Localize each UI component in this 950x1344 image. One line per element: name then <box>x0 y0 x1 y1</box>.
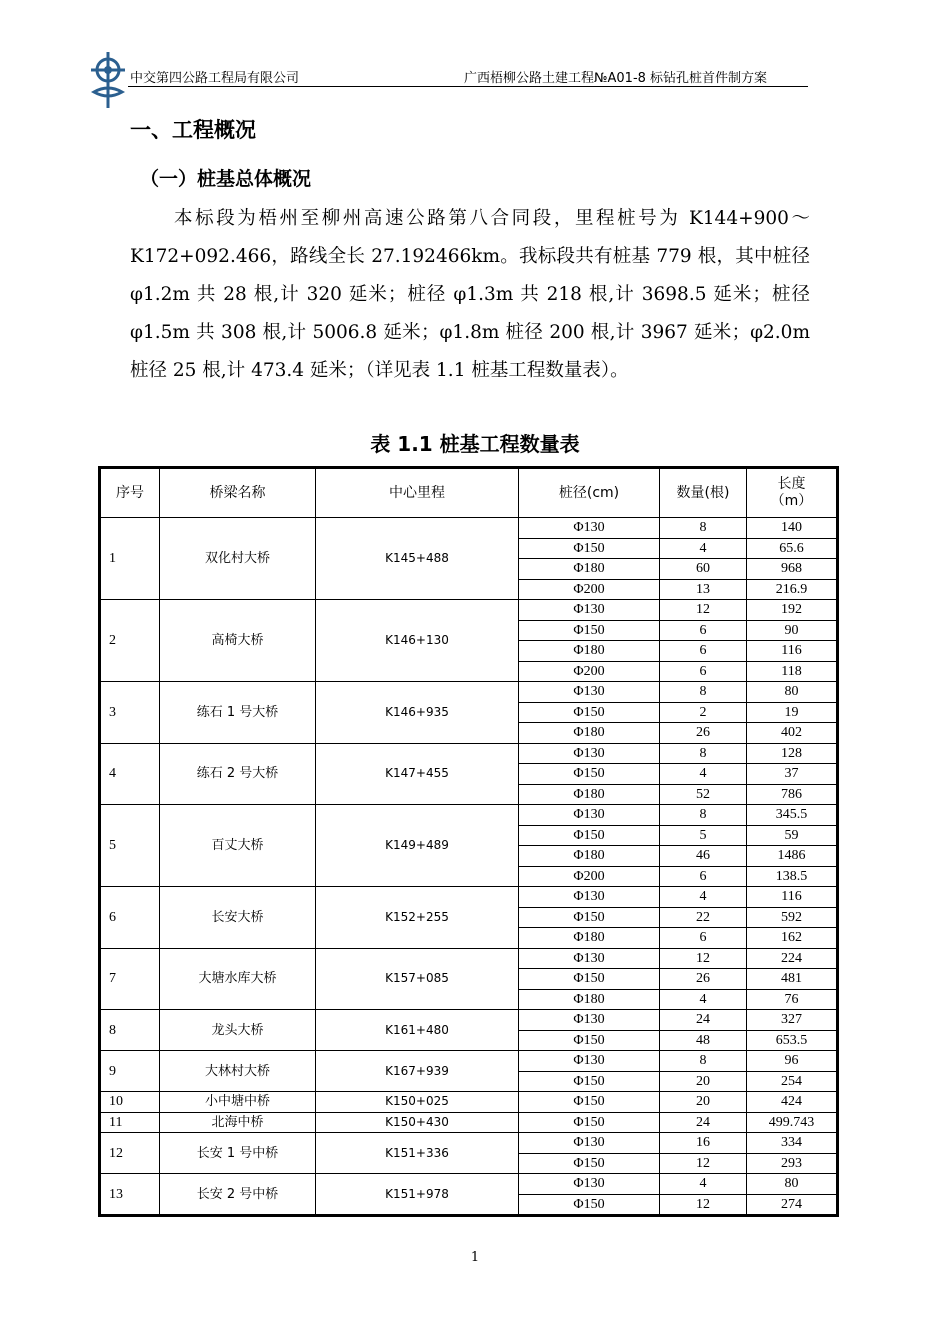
pile-count: 2 <box>660 702 747 723</box>
table-row <box>101 600 837 621</box>
pile-diameter: Φ150 <box>519 825 660 846</box>
bridge-index: 4 <box>101 743 160 805</box>
bridge-name: 高椅大桥 <box>160 600 316 682</box>
pile-diameter: Φ180 <box>519 989 660 1010</box>
pile-count: 13 <box>660 579 747 600</box>
bridge-index: 2 <box>101 600 160 682</box>
table-row <box>101 1174 837 1195</box>
page-number: 1 <box>470 1250 480 1265</box>
bridge-index: 1 <box>101 518 160 600</box>
pile-count: 8 <box>660 743 747 764</box>
bridge-index: 3 <box>101 682 160 744</box>
pile-count: 26 <box>660 723 747 744</box>
pile-diameter: Φ150 <box>519 1092 660 1113</box>
pile-length: 327 <box>747 1010 837 1031</box>
bridge-mileage: K146+935 <box>316 682 519 744</box>
project-title: 广西梧柳公路土建工程№A01-8 标钻孔桩首件制方案 <box>464 71 768 86</box>
bridge-mileage: K151+978 <box>316 1174 519 1215</box>
bridge-index: 13 <box>101 1174 160 1215</box>
pile-count: 24 <box>660 1010 747 1031</box>
pile-diameter: Φ130 <box>519 518 660 539</box>
bridge-name: 大林村大桥 <box>160 1051 316 1092</box>
pile-length: 653.5 <box>747 1030 837 1051</box>
pile-count: 12 <box>660 1194 747 1215</box>
pile-length: 345.5 <box>747 805 837 826</box>
pile-count: 5 <box>660 825 747 846</box>
pile-diameter: Φ150 <box>519 1030 660 1051</box>
bridge-index: 6 <box>101 887 160 949</box>
pile-diameter: Φ150 <box>519 907 660 928</box>
header-length-line2: （m） <box>770 493 813 509</box>
pile-length: 968 <box>747 559 837 580</box>
pile-diameter: Φ130 <box>519 948 660 969</box>
pile-length: 116 <box>747 887 837 908</box>
pile-length: 592 <box>747 907 837 928</box>
header-count: 数量(根) <box>660 469 747 518</box>
bridge-mileage: K161+480 <box>316 1010 519 1051</box>
pile-diameter: Φ200 <box>519 661 660 682</box>
table-row <box>101 887 837 908</box>
bridge-name: 龙头大桥 <box>160 1010 316 1051</box>
page-header <box>88 48 808 112</box>
pile-diameter: Φ200 <box>519 866 660 887</box>
pile-count: 8 <box>660 518 747 539</box>
pile-count: 20 <box>660 1071 747 1092</box>
pile-length: 90 <box>747 620 837 641</box>
bridge-index: 12 <box>101 1133 160 1174</box>
pile-count: 4 <box>660 764 747 785</box>
pile-length: 481 <box>747 969 837 990</box>
bridge-index: 8 <box>101 1010 160 1051</box>
bridge-mileage: K157+085 <box>316 948 519 1010</box>
pile-quantity-table-frame <box>98 466 839 1217</box>
pile-length: 118 <box>747 661 837 682</box>
pile-count: 8 <box>660 1051 747 1072</box>
bridge-mileage: K146+130 <box>316 600 519 682</box>
pile-diameter: Φ150 <box>519 969 660 990</box>
bridge-index: 7 <box>101 948 160 1010</box>
bridge-name: 练石 1 号大桥 <box>160 682 316 744</box>
bridge-name: 长安大桥 <box>160 887 316 949</box>
pile-diameter: Φ150 <box>519 1112 660 1133</box>
pile-diameter: Φ180 <box>519 641 660 662</box>
pile-count: 46 <box>660 846 747 867</box>
bridge-mileage: K152+255 <box>316 887 519 949</box>
pile-count: 8 <box>660 682 747 703</box>
pile-quantity-table <box>100 468 837 1215</box>
pile-count: 12 <box>660 1153 747 1174</box>
table-header-row <box>101 469 837 518</box>
pile-diameter: Φ130 <box>519 1051 660 1072</box>
bridge-index: 10 <box>101 1092 160 1113</box>
pile-diameter: Φ150 <box>519 702 660 723</box>
company-name: 中交第四公路工程局有限公司 <box>130 71 300 86</box>
pile-count: 12 <box>660 600 747 621</box>
bridge-mileage: K151+336 <box>316 1133 519 1174</box>
pile-length: 334 <box>747 1133 837 1154</box>
pile-diameter: Φ130 <box>519 743 660 764</box>
pile-length: 59 <box>747 825 837 846</box>
pile-count: 60 <box>660 559 747 580</box>
pile-length: 140 <box>747 518 837 539</box>
pile-length: 216.9 <box>747 579 837 600</box>
pile-count: 6 <box>660 866 747 887</box>
header-divider <box>128 86 808 87</box>
table-row <box>101 805 837 826</box>
pile-diameter: Φ130 <box>519 682 660 703</box>
pile-count: 24 <box>660 1112 747 1133</box>
table-row <box>101 1092 837 1113</box>
pile-length: 254 <box>747 1071 837 1092</box>
section-title: 一、工程概况 <box>130 118 256 142</box>
table-row <box>101 948 837 969</box>
pile-length: 424 <box>747 1092 837 1113</box>
pile-count: 8 <box>660 805 747 826</box>
body-text <box>130 200 810 390</box>
pile-length: 138.5 <box>747 866 837 887</box>
pile-length: 80 <box>747 1174 837 1195</box>
section-subtitle: （一）桩基总体概况 <box>140 168 312 190</box>
pile-diameter: Φ130 <box>519 600 660 621</box>
bridge-index: 9 <box>101 1051 160 1092</box>
bridge-index: 11 <box>101 1112 160 1133</box>
pile-diameter: Φ130 <box>519 1174 660 1195</box>
pile-length: 499.743 <box>747 1112 837 1133</box>
pile-count: 26 <box>660 969 747 990</box>
table-row <box>101 1051 837 1072</box>
bridge-mileage: K149+489 <box>316 805 519 887</box>
pile-length: 192 <box>747 600 837 621</box>
table-row <box>101 1010 837 1031</box>
bridge-name: 长安 2 号中桥 <box>160 1174 316 1215</box>
pile-count: 6 <box>660 928 747 949</box>
header-length <box>747 469 837 518</box>
bridge-mileage: K145+488 <box>316 518 519 600</box>
pile-diameter: Φ130 <box>519 1010 660 1031</box>
bridge-name: 练石 2 号大桥 <box>160 743 316 805</box>
bridge-mileage: K147+455 <box>316 743 519 805</box>
pile-length: 19 <box>747 702 837 723</box>
bridge-name: 长安 1 号中桥 <box>160 1133 316 1174</box>
pile-diameter: Φ200 <box>519 579 660 600</box>
bridge-mileage: K150+025 <box>316 1092 519 1113</box>
overview-paragraph: 本标段为梧州至柳州高速公路第八合同段，里程桩号为 K144+900～K172+092.466，路线全长 27.192466km。我标段共有桩基 779 根，其中桩径 φ1.2m 共 28 根,计 320 延米；桩径 φ1.3m 共 218 根,计 3698.5 延米；桩径 φ1.5m 共 308 根,计 5006.8 延米；φ1.8m 桩径 200 根,计 3967 延米；φ2.0m 桩径 25 根,计 473.4 延米；（详见表 1.1 桩基工程数量表）。 <box>130 208 810 381</box>
table-caption: 表 1.1 桩基工程数量表 <box>370 432 580 456</box>
pile-diameter: Φ150 <box>519 538 660 559</box>
header-mileage: 中心里程 <box>316 469 519 518</box>
table-body <box>101 518 837 1215</box>
pile-count: 4 <box>660 989 747 1010</box>
pile-diameter: Φ180 <box>519 784 660 805</box>
pile-diameter: Φ150 <box>519 764 660 785</box>
pile-diameter: Φ180 <box>519 846 660 867</box>
pile-length: 786 <box>747 784 837 805</box>
pile-diameter: Φ150 <box>519 1071 660 1092</box>
pile-diameter: Φ180 <box>519 723 660 744</box>
pile-length: 116 <box>747 641 837 662</box>
pile-count: 4 <box>660 1174 747 1195</box>
company-logo-icon <box>88 48 128 112</box>
pile-length: 80 <box>747 682 837 703</box>
bridge-name: 双化村大桥 <box>160 518 316 600</box>
pile-count: 6 <box>660 641 747 662</box>
pile-length: 1486 <box>747 846 837 867</box>
pile-diameter: Φ130 <box>519 805 660 826</box>
pile-count: 4 <box>660 538 747 559</box>
bridge-mileage: K167+939 <box>316 1051 519 1092</box>
pile-count: 16 <box>660 1133 747 1154</box>
pile-length: 402 <box>747 723 837 744</box>
pile-count: 6 <box>660 620 747 641</box>
bridge-name: 北海中桥 <box>160 1112 316 1133</box>
table-row <box>101 682 837 703</box>
pile-count: 12 <box>660 948 747 969</box>
bridge-name: 大塘水库大桥 <box>160 948 316 1010</box>
table-row <box>101 743 837 764</box>
table-row <box>101 1133 837 1154</box>
bridge-mileage: K150+430 <box>316 1112 519 1133</box>
pile-diameter: Φ130 <box>519 1133 660 1154</box>
table-row <box>101 518 837 539</box>
pile-length: 96 <box>747 1051 837 1072</box>
pile-length: 37 <box>747 764 837 785</box>
pile-diameter: Φ150 <box>519 1153 660 1174</box>
header-bridge-name: 桥梁名称 <box>160 469 316 518</box>
header-idx: 序号 <box>101 469 160 518</box>
pile-diameter: Φ150 <box>519 620 660 641</box>
pile-count: 6 <box>660 661 747 682</box>
pile-diameter: Φ180 <box>519 559 660 580</box>
pile-count: 48 <box>660 1030 747 1051</box>
pile-length: 162 <box>747 928 837 949</box>
header-diameter: 桩径(cm) <box>519 469 660 518</box>
pile-length: 274 <box>747 1194 837 1215</box>
pile-length: 65.6 <box>747 538 837 559</box>
pile-count: 22 <box>660 907 747 928</box>
bridge-index: 5 <box>101 805 160 887</box>
header-length-line1: 长度 <box>777 476 806 492</box>
table-row <box>101 1112 837 1133</box>
bridge-name: 百丈大桥 <box>160 805 316 887</box>
pile-diameter: Φ180 <box>519 928 660 949</box>
pile-count: 52 <box>660 784 747 805</box>
pile-diameter: Φ130 <box>519 887 660 908</box>
pile-diameter: Φ150 <box>519 1194 660 1215</box>
pile-length: 293 <box>747 1153 837 1174</box>
pile-length: 76 <box>747 989 837 1010</box>
pile-count: 4 <box>660 887 747 908</box>
pile-length: 224 <box>747 948 837 969</box>
pile-length: 128 <box>747 743 837 764</box>
pile-count: 20 <box>660 1092 747 1113</box>
bridge-name: 小中塘中桥 <box>160 1092 316 1113</box>
